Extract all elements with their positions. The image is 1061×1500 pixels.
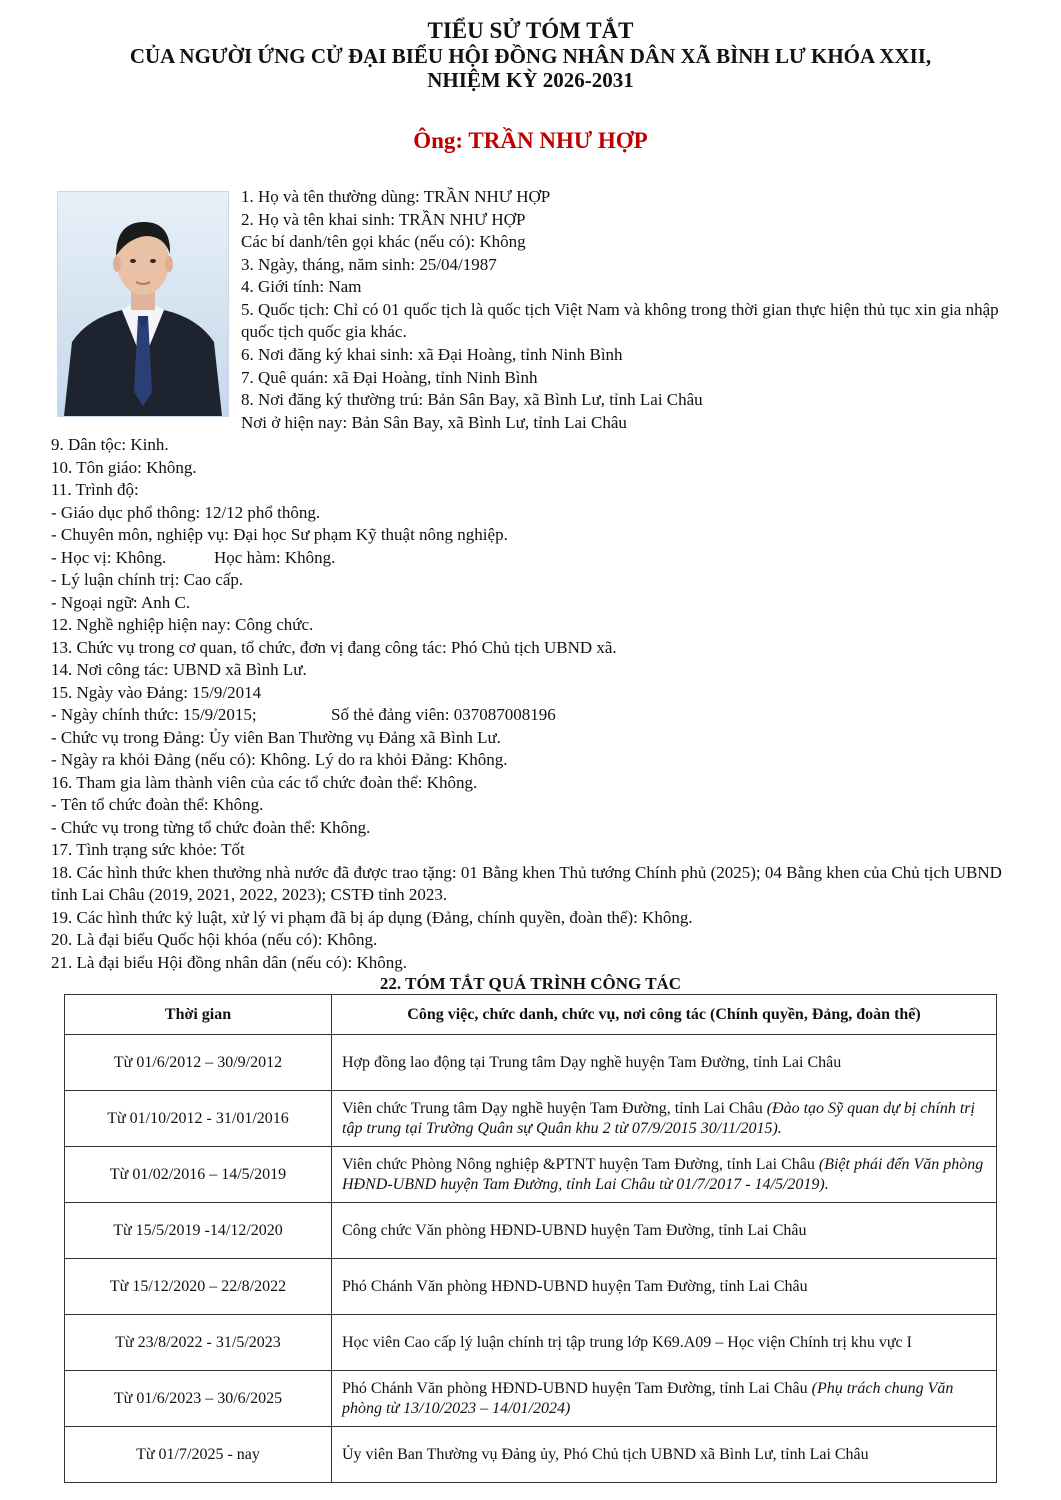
bio-academic-title: Học hàm: Không. [214,548,336,567]
row-description: Phó Chánh Văn phòng HĐND-UBND huyện Tam Đường, tỉnh Lai Châu (Phụ trách chung Văn phòng từ 13/10/2023 – 14/01/2024) [332,1371,997,1427]
bio-health: 17. Tình trạng sức khỏe: Tốt [51,840,245,859]
bio-hometown: 7. Quê quán: xã Đại Hoàng, tỉnh Ninh Bình [241,368,538,387]
term-title: NHIỆM KỲ 2026-2031 [427,68,634,92]
row-note: (Phụ trách chung Văn phòng từ 13/10/2023 – 14/01/2024) [342,1379,954,1417]
row-description: Viên chức Phòng Nông nghiệp &PTNT huyện Tam Đường, tỉnh Lai Châu (Biệt phái đến Văn phòng HĐND-UBND huyện Tam Đường, tỉnh Lai Châu từ 01/7/2017 - 14/5/2019). [332,1147,997,1203]
candidate-photo [57,191,229,417]
row-time: Từ 15/5/2019 -14/12/2020 [65,1203,332,1259]
row-time: Từ 01/6/2012 – 30/9/2012 [65,1035,332,1091]
table-row [65,1091,997,1147]
row-time: Từ 23/8/2022 - 31/5/2023 [65,1315,332,1371]
col-time-header: Thời gian [65,995,332,1035]
table-row [65,1203,997,1259]
bio-organization-name: - Tên tổ chức đoàn thể: Không. [51,795,264,814]
document-subtitle: CỦA NGƯỜI ỨNG CỬ ĐẠI BIỂU HỘI ĐỒNG NHÂN DÂN XÃ BÌNH LƯ KHÓA XXII, [129,44,932,68]
table-row [65,1259,997,1315]
bio-permanent-residence: 8. Nơi đăng ký thường trú: Bản Sân Bay, xã Bình Lư, tỉnh Lai Châu [241,390,703,409]
bio-party-exit: - Ngày ra khỏi Đảng (nếu có): Không. Lý do ra khỏi Đảng: Không. [51,750,508,769]
work-history-title: 22. TÓM TẮT QUÁ TRÌNH CÔNG TÁC [379,974,682,993]
row-description: Ủy viên Ban Thường vụ Đảng ủy, Phó Chủ tịch UBND xã Bình Lư, tỉnh Lai Châu [332,1427,997,1483]
bio-party-join-date: 15. Ngày vào Đảng: 15/9/2014 [51,683,262,702]
bio-party-position: - Chức vụ trong Đảng: Ủy viên Ban Thường vụ Đảng xã Bình Lư. [51,728,501,747]
bio-nationality: 5. Quốc tịch: Chỉ có 01 quốc tịch là quốc tịch Việt Nam và không trong thời gian thực hiện thủ tục xin gia nhập quốc tịch quốc gia khác. [241,300,999,341]
row-note: (Biệt phái đến Văn phòng HĐND-UBND huyện Tam Đường, tỉnh Lai Châu từ 01/7/2017 - 14/5/2019). [342,1155,984,1193]
bio-party-official-date: - Ngày chính thức: 15/9/2015; [51,705,257,724]
bio-date-of-birth: 3. Ngày, tháng, năm sinh: 25/04/1987 [241,255,497,274]
row-time: Từ 01/6/2023 – 30/6/2025 [65,1371,332,1427]
row-time: Từ 01/10/2012 - 31/01/2016 [65,1091,332,1147]
bio-foreign-language: - Ngoại ngữ: Anh C. [51,593,191,612]
bio-education-heading: 11. Trình độ: [51,480,139,499]
table-row [65,1371,997,1427]
row-description: Phó Chánh Văn phòng HĐND-UBND huyện Tam Đường, tỉnh Lai Châu [332,1259,997,1315]
bio-gender: 4. Giới tính: Nam [241,277,362,296]
row-description: Học viên Cao cấp lý luận chính trị tập trung lớp K69.A09 – Học viện Chính trị khu vực I [332,1315,997,1371]
candidate-name: Ông: TRẦN NHƯ HỢP [413,128,648,153]
bio-ethnicity: 9. Dân tộc: Kinh. [51,435,169,454]
row-description: Hợp đồng lao động tại Trung tâm Dạy nghề huyện Tam Đường, tỉnh Lai Châu [332,1035,997,1091]
row-time: Từ 01/7/2025 - nay [65,1427,332,1483]
work-history-table [64,994,997,1483]
bio-aliases: Các bí danh/tên gọi khác (nếu có): Không [241,232,526,251]
row-description: Viên chức Trung tâm Dạy nghề huyện Tam Đường, tỉnh Lai Châu (Đào tạo Sỹ quan dự bị chính trị tập trung tại Trường Quân sự Quân khu 2 từ 07/9/2015 30/11/2015). [332,1091,997,1147]
row-note: (Đào tạo Sỹ quan dự bị chính trị tập trung tại Trường Quân sự Quân khu 2 từ 07/9/2015 30/11/2015). [342,1099,975,1137]
document-header [0,18,1061,92]
col-description-header: Công việc, chức danh, chức vụ, nơi công tác (Chính quyền, Đảng, đoàn thể) [332,995,997,1035]
table-row [65,1147,997,1203]
bio-peoples-council: 21. Là đại biểu Hội đồng nhân dân (nếu có): Không. [51,953,407,972]
bio-general-education: - Giáo dục phổ thông: 12/12 phổ thông. [51,503,321,522]
row-time: Từ 01/02/2016 – 14/5/2019 [65,1147,332,1203]
bio-common-name: 1. Họ và tên thường dùng: TRẦN NHƯ HỢP [241,187,551,206]
table-row [65,1427,997,1483]
table-row [65,1315,997,1371]
bio-organization-position: - Chức vụ trong từng tổ chức đoàn thể: Không. [51,818,371,837]
row-time: Từ 15/12/2020 – 22/8/2022 [65,1259,332,1315]
bio-birth-name: 2. Họ và tên khai sinh: TRẦN NHƯ HỢP [241,210,526,229]
bio-position: 13. Chức vụ trong cơ quan, tổ chức, đơn vị đang công tác: Phó Chủ tịch UBND xã. [51,638,617,657]
bio-current-residence: Nơi ở hiện nay: Bản Sân Bay, xã Bình Lư, tỉnh Lai Châu [241,413,627,432]
bio-party-card-number: Số thẻ đảng viên: 037087008196 [331,705,556,724]
bio-workplace: 14. Nơi công tác: UBND xã Bình Lư. [51,660,307,679]
row-description: Công chức Văn phòng HĐND-UBND huyện Tam Đường, tỉnh Lai Châu [332,1203,997,1259]
bio-occupation: 12. Nghề nghiệp hiện nay: Công chức. [51,615,314,634]
bio-awards: 18. Các hình thức khen thưởng nhà nước đã được trao tặng: 01 Bằng khen Thủ tướng Chính phủ (2025); 04 Bằng khen của Chủ tịch UBND tỉnh Lai Châu (2019, 2021, 2022, 2023); CSTĐ tỉnh 2023. [51,863,1002,904]
bio-degree: - Học vị: Không. [51,548,167,567]
bio-organizations: 16. Tham gia làm thành viên của các tổ chức đoàn thể: Không. [51,773,478,792]
bio-political-theory: - Lý luận chính trị: Cao cấp. [51,570,244,589]
bio-religion: 10. Tôn giáo: Không. [51,458,197,477]
bio-national-assembly: 20. Là đại biểu Quốc hội khóa (nếu có): Không. [51,930,378,949]
table-header-row [65,995,997,1035]
document-title: TIỂU SỬ TÓM TẮT [427,18,634,43]
bio-discipline: 19. Các hình thức kỷ luật, xử lý vi phạm đã bị áp dụng (Đảng, chính quyền, đoàn thể): Không. [51,908,693,927]
table-row [65,1035,997,1091]
bio-specialty: - Chuyên môn, nghiệp vụ: Đại học Sư phạm Kỹ thuật nông nghiệp. [51,525,508,544]
bio-birth-registration: 6. Nơi đăng ký khai sinh: xã Đại Hoàng, tỉnh Ninh Bình [241,345,623,364]
